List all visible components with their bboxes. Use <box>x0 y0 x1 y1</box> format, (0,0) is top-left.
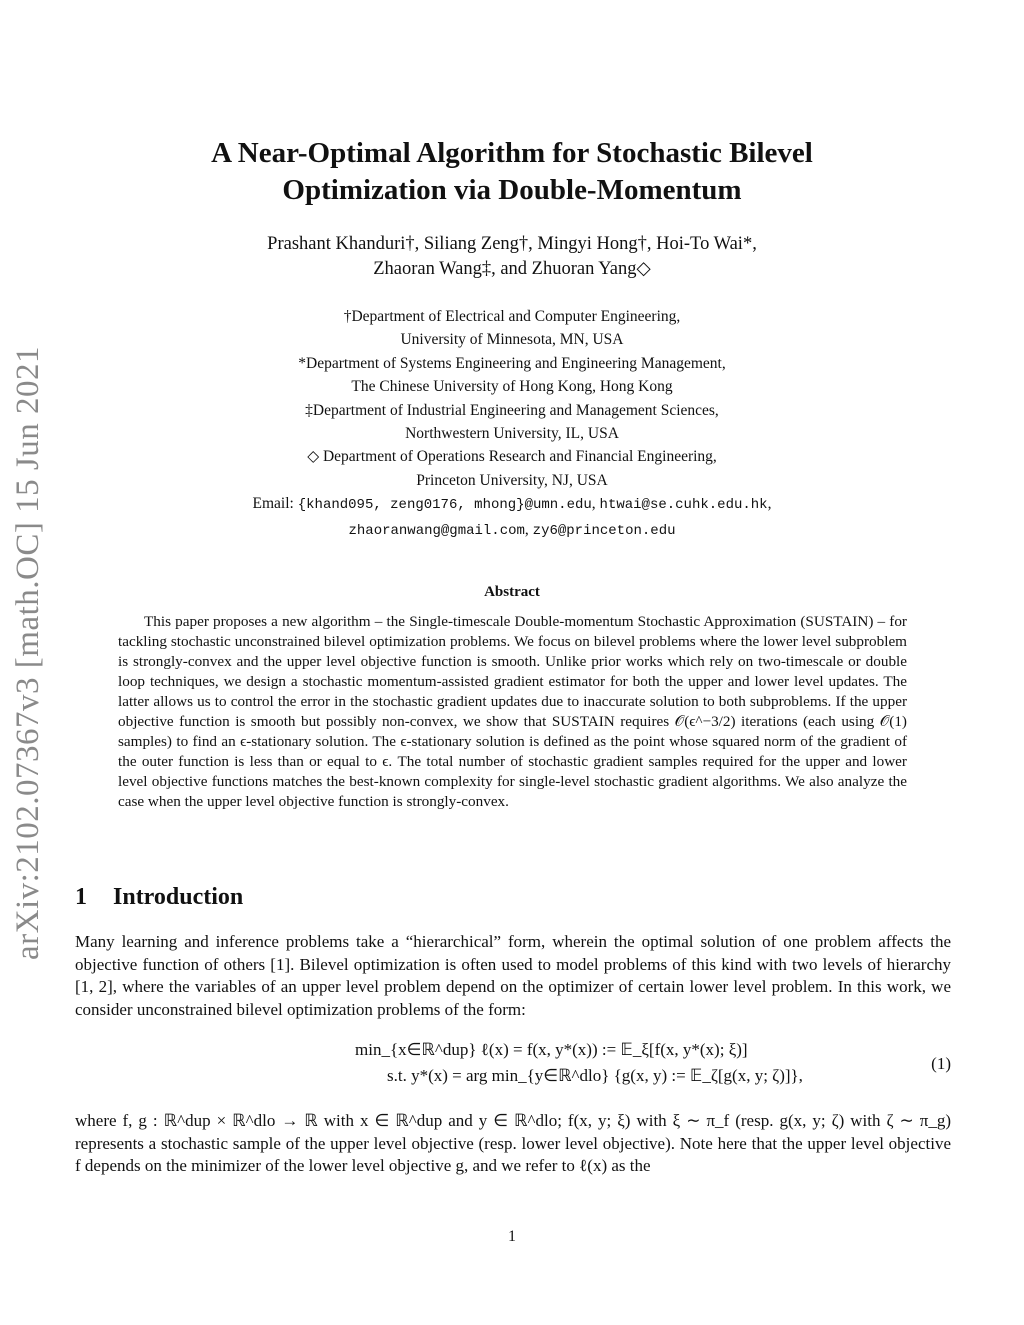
email-umn-group[interactable]: {khand095, zeng0176, mhong}@umn.edu <box>297 497 592 514</box>
email-label: Email: <box>252 495 294 513</box>
email-gmail[interactable]: zhaoranwang@gmail.com <box>348 522 525 539</box>
paper-title <box>120 135 904 209</box>
authors-line-1: Prashant Khanduri†, Siliang Zeng†, Mingyi Hong†, Hoi-To Wai*, <box>267 234 757 254</box>
affiliation-line: ‡Department of Industrial Engineering and Management Sciences, <box>305 401 719 419</box>
email-cuhk[interactable]: htwai@se.cuhk.edu.hk <box>599 497 768 514</box>
email-princeton[interactable]: zy6@princeton.edu <box>532 522 676 539</box>
section-title: Introduction <box>113 884 244 910</box>
page-number: 1 <box>508 1228 516 1245</box>
title-line-1: A Near-Optimal Algorithm for Stochastic Bilevel <box>211 137 813 169</box>
affiliation-line: University of Minnesota, MN, USA <box>400 331 624 349</box>
equation-1 <box>75 1038 951 1094</box>
email-line-1: Email: {khand095, zeng0176, mhong}@umn.edu, htwai@se.cuhk.edu.hk, <box>252 495 772 514</box>
affiliation-line: Princeton University, NJ, USA <box>416 471 608 489</box>
email-line-2: zhaoranwang@gmail.com, zy6@princeton.edu <box>348 520 676 539</box>
section-heading <box>75 884 243 911</box>
affiliation-line: Northwestern University, IL, USA <box>405 425 619 443</box>
arxiv-stamp: arXiv:2102.07367v3 [math.OC] 15 Jun 2021 <box>10 346 46 960</box>
equation-number: (1) <box>931 1054 951 1073</box>
affiliations <box>140 305 884 543</box>
affiliation-line: †Department of Electrical and Computer Engineering, <box>343 308 681 325</box>
equation-line-constraint: s.t. y*(x) = arg min_{y∈ℝ^dlo} {g(x, y) := 𝔼_ζ[g(x, y; ζ)]}, <box>387 1066 803 1085</box>
abstract-heading: Abstract <box>484 584 540 600</box>
affiliation-line: The Chinese University of Hong Kong, Hong Kong <box>351 378 673 396</box>
intro-paragraph-2: where f, g : ℝ^dup × ℝ^dlo → ℝ with x ∈ ℝ^dup and y ∈ ℝ^dlo; f(x, y; ξ) with ξ ∼ π_f (resp. g(x, y; ζ) with ζ ∼ π_g) represents a stochastic sample of the upper level objective (resp. lower level objective). Note here that the upper level objective f depends on the minimizer of the lower level objective g, and we refer to ℓ(x) as the <box>75 1111 951 1176</box>
title-line-2: Optimization via Double-Momentum <box>282 174 742 206</box>
author-list <box>140 232 884 282</box>
intro-paragraph-1: Many learning and inference problems take a “hierarchical” form, wherein the optimal solution of one problem affects the objective function of others [1]. Bilevel optimization is often used to model problems of this kind with two levels of hierarchy [1, 2], where the variables of an upper level problem depend on the optimizer of certain lower level problem. In this work, we consider unconstrained bilevel optimization problems of the form: <box>75 932 951 1019</box>
equation-line-objective: min_{x∈ℝ^dup} ℓ(x) = f(x, y*(x)) := 𝔼_ξ[f(x, y*(x); ξ)] <box>355 1040 748 1059</box>
affiliation-line: ◇ Department of Operations Research and Financial Engineering, <box>307 448 717 466</box>
affiliation-line: *Department of Systems Engineering and Engineering Management, <box>298 354 726 372</box>
authors-line-2: Zhaoran Wang‡, and Zhuoran Yang◇ <box>373 259 651 279</box>
abstract-text: This paper proposes a new algorithm – the Single-timescale Double-momentum Stochastic Approximation (SUSTAIN) – for tackling stochastic unconstrained bilevel optimization problems. We focus on bilevel problems where the lower level subproblem is strongly-convex and the upper level objective function is smooth. Unlike prior works which rely on two-timescale or double loop techniques, we design a stochastic momentum-assisted gradient estimator for both the upper and lower level updates. The latter allows us to control the error in the stochastic gradient updates due to inaccurate solution to both subproblems. If the upper objective function is smooth but possibly non-convex, we show that SUSTAIN requires 𝒪(ϵ^−3/2) iterations (each using 𝒪(1) samples) to find an ϵ-stationary solution. The ϵ-stationary solution is defined as the point whose squared norm of the gradient of the outer function is less than or equal to ϵ. The total number of stochastic gradient samples required for the upper and lower level objective functions matches the best-known complexity for single-level stochastic gradient algorithms. We also analyze the case when the upper level objective function is strongly-convex. <box>118 613 907 810</box>
section-number: 1 <box>75 884 87 910</box>
